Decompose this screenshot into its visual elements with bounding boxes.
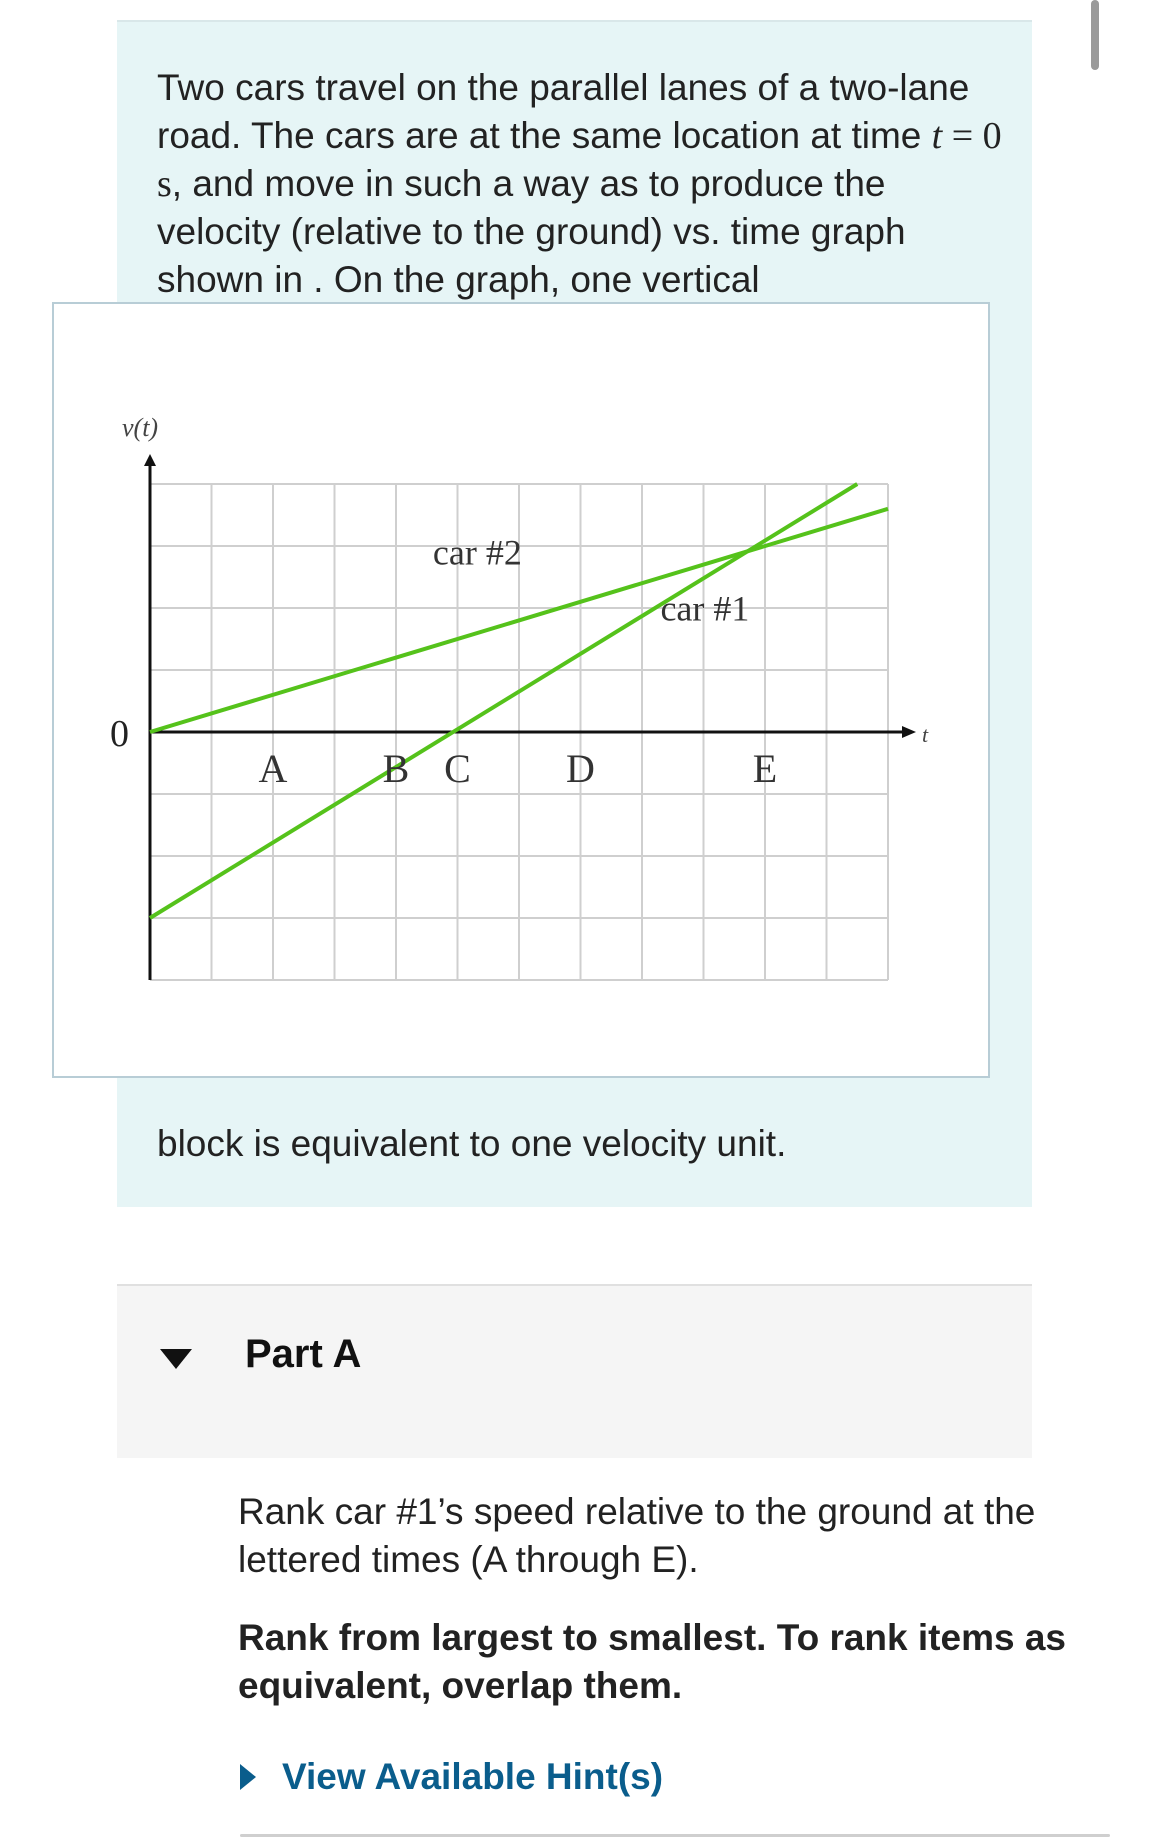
math-value: = 0 s	[157, 115, 1002, 205]
y-axis-label: v(t)	[122, 413, 159, 442]
view-hints-link[interactable]	[238, 1752, 663, 1802]
car1-line-label: car #1	[660, 588, 750, 629]
velocity-time-figure	[52, 302, 990, 1078]
x-axis-arrow-icon	[902, 726, 916, 738]
time-marker-c: C	[444, 746, 471, 791]
problem-text-part2: , and move in such a way as to produce the velocity (relative to the ground) vs. time graph shown in . On the graph, one vertical	[157, 163, 906, 300]
time-marker-e: E	[752, 746, 778, 791]
time-marker-b: B	[382, 746, 410, 791]
view-hints-label[interactable]: View Available Hint(s)	[282, 1756, 664, 1797]
car2-line-label: car #2	[432, 532, 522, 573]
collapse-caret-icon[interactable]	[160, 1349, 192, 1369]
scrollbar-thumb[interactable]	[1091, 0, 1099, 70]
problem-text-continued: block is equivalent to one velocity unit.	[157, 1123, 787, 1164]
divider	[240, 1834, 1110, 1837]
part-a-title[interactable]: Part A	[245, 1332, 362, 1376]
time-marker-d: D	[566, 746, 595, 791]
velocity-time-chart	[54, 304, 988, 1076]
x-axis-label: t	[922, 722, 929, 747]
math-variable: t	[931, 115, 943, 157]
play-triangle-icon	[240, 1764, 256, 1790]
problem-text-part1: Two cars travel on the parallel lanes of a two-lane road. The cars are at the same location at time	[157, 67, 970, 156]
origin-label: 0	[110, 713, 129, 755]
problem-text	[157, 64, 1007, 304]
y-axis-arrow-icon	[144, 454, 156, 466]
ranking-instruction: Rank from largest to smallest. To rank items as equivalent, overlap them.	[238, 1617, 1066, 1706]
time-marker-a: A	[258, 746, 288, 791]
part-a-question: Rank car #1’s speed relative to the ground at the lettered times (A through E).	[238, 1491, 1036, 1580]
